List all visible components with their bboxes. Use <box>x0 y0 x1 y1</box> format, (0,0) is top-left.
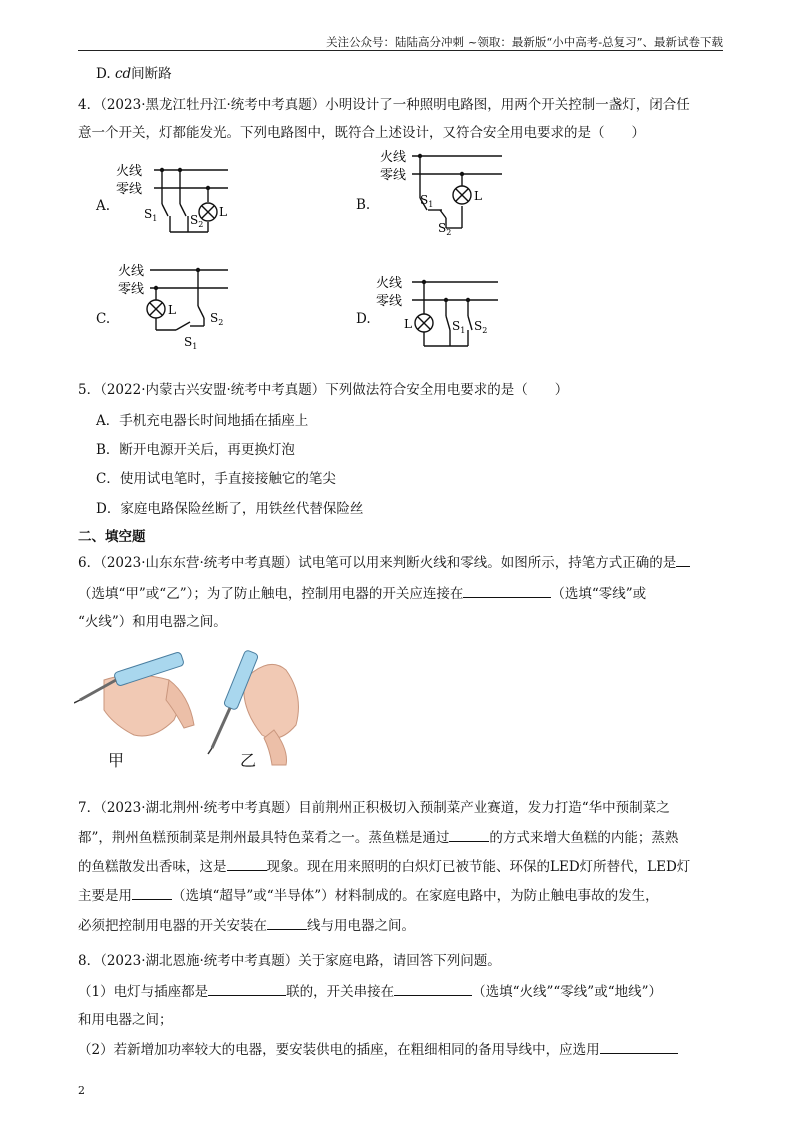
q7-line5: 必须把控制用电器的开关安装在 线与用电器之间。 <box>78 914 415 937</box>
q8-blank-3[interactable] <box>600 1038 678 1054</box>
q7-line1: 7．（2023·湖北荆州·统考中考真题）目前荆州正积极切入预制菜产业赛道，发力打造“华中预制菜之 <box>78 800 670 816</box>
circuit-d-s2: $S_2$ <box>474 319 488 335</box>
q5-option-b: B．断开电源开关后，再更换灯泡 <box>96 442 295 458</box>
q6-blank-2[interactable] <box>463 582 551 598</box>
q7-line4: 主要是用 （选填“超导”或“半导体”）材料制成的。在家庭电路中，为防止触电事故的发生， <box>78 884 659 907</box>
q4-option-b-label: B. <box>356 197 371 213</box>
q6-line2: （选填“甲”或“乙”）；为了防止触电，控制用电器的开关应连接在 （选填“零线”或 <box>78 582 646 605</box>
option-d-italic: cd <box>114 66 132 82</box>
q5-option-d: D．家庭电路保险丝断了，用铁丝代替保险丝 <box>96 501 364 517</box>
option-d-text: 间断路 <box>131 66 172 82</box>
circuit-c-live-label: 火线 <box>118 264 145 279</box>
q4-option-a-label: A. <box>96 198 111 214</box>
q8-stem: 8．（2023·湖北恩施·统考中考真题）关于家庭电路，请回答下列问题。 <box>78 953 501 969</box>
q4-option-d-label: D. <box>356 311 371 327</box>
circuit-c-lamp-label: L <box>168 303 176 317</box>
q5-option-a: A．手机充电器长时间地插在插座上 <box>96 413 309 429</box>
page-header: 关注公众号：陆陆高分冲刺 ~领取：最新版“小中高考-总复习”、最新试卷下载 <box>78 34 723 51</box>
circuit-diagram-d <box>376 272 506 354</box>
page-number: 2 <box>78 1084 85 1097</box>
circuit-a-s2: $S_2$ <box>190 213 204 229</box>
q3-option-d <box>96 63 172 85</box>
section-title-fill-in: 二、填空题 <box>78 529 146 545</box>
q6-line1: 6．（2023·山东东营·统考中考真题）试电笔可以用来判断火线和零线。如图所示，持笔方式正确的是 <box>78 551 690 574</box>
q7-blank-1[interactable] <box>449 826 489 842</box>
hand-holding-pen-right <box>208 650 298 765</box>
circuit-c-neutral-label: 零线 <box>118 282 145 297</box>
q6-blank-1[interactable] <box>676 551 690 567</box>
q6-line3: “火线”）和用电器之间。 <box>78 614 227 630</box>
circuit-a-live-label: 火线 <box>116 164 143 179</box>
figure-label-yi: 乙 <box>240 751 257 770</box>
q8-blank-1[interactable] <box>208 980 286 996</box>
q8-blank-2[interactable] <box>394 980 472 996</box>
circuit-d-s1: $S_1$ <box>452 319 466 335</box>
figure-label-jia: 甲 <box>108 751 125 770</box>
circuit-b-live-label: 火线 <box>380 150 407 165</box>
q7-blank-3[interactable] <box>132 884 172 900</box>
circuit-c-s2: $S_2$ <box>210 311 224 327</box>
q7-blank-2[interactable] <box>227 855 267 871</box>
circuit-diagram-a <box>116 160 236 240</box>
q7-line2: 都”，荆州鱼糕预制菜是荆州最具特色菜肴之一。蒸鱼糕是通过 的方式来增大鱼糕的内能；蒸熟 <box>78 826 678 849</box>
circuit-a-lamp-label: L <box>219 205 227 219</box>
circuit-diagram-c <box>118 260 233 352</box>
circuit-diagram-b <box>380 148 510 240</box>
q8-part2: （2）若新增加功率较大的电器，要安装供电的插座，在粗细相同的备用导线中，应选用 <box>78 1038 678 1061</box>
circuit-a-s1: $S_1$ <box>144 207 158 223</box>
circuit-d-neutral-label: 零线 <box>376 294 403 309</box>
circuit-b-neutral-label: 零线 <box>380 168 407 183</box>
circuit-c-s1: $S_1$ <box>184 335 198 351</box>
circuit-a-neutral-label: 零线 <box>116 182 143 197</box>
circuit-b-s2: $S_2$ <box>438 221 452 237</box>
hand-holding-pen-left <box>74 652 194 736</box>
q4-option-c-label: C. <box>96 311 111 327</box>
circuit-b-lamp-label: L <box>474 189 482 203</box>
q5-stem: 5．（2022·内蒙古兴安盟·统考中考真题）下列做法符合安全用电要求的是（ ） <box>78 382 569 398</box>
q7-blank-4[interactable] <box>267 914 307 930</box>
q4-line2: 意一个开关，灯都能发光。下列电路图中，既符合上述设计，又符合安全用电要求的是（ ） <box>78 125 645 141</box>
q8-part1-cont: 和用电器之间； <box>78 1012 173 1028</box>
circuit-d-live-label: 火线 <box>376 276 403 291</box>
circuit-b-s1: $S_1$ <box>420 193 434 209</box>
option-d-label: D. <box>96 66 111 82</box>
q5-option-c: C．使用试电笔时，手直接接触它的笔尖 <box>96 471 336 487</box>
q7-line3: 的鱼糕散发出香味，这是 现象。现在用来照明的白炽灯已被节能、环保的LED灯所替代，LED灯 <box>78 855 690 878</box>
q8-part1: （1）电灯与插座都是 联的，开关串接在 （选填“火线”“零线”或“地线”） <box>78 980 662 1003</box>
q4-line1: 4．（2023·黑龙江牡丹江·统考中考真题）小明设计了一种照明电路图，用两个开关控制一盏灯，闭合任 <box>78 97 690 113</box>
circuit-d-lamp-label: L <box>404 317 412 331</box>
